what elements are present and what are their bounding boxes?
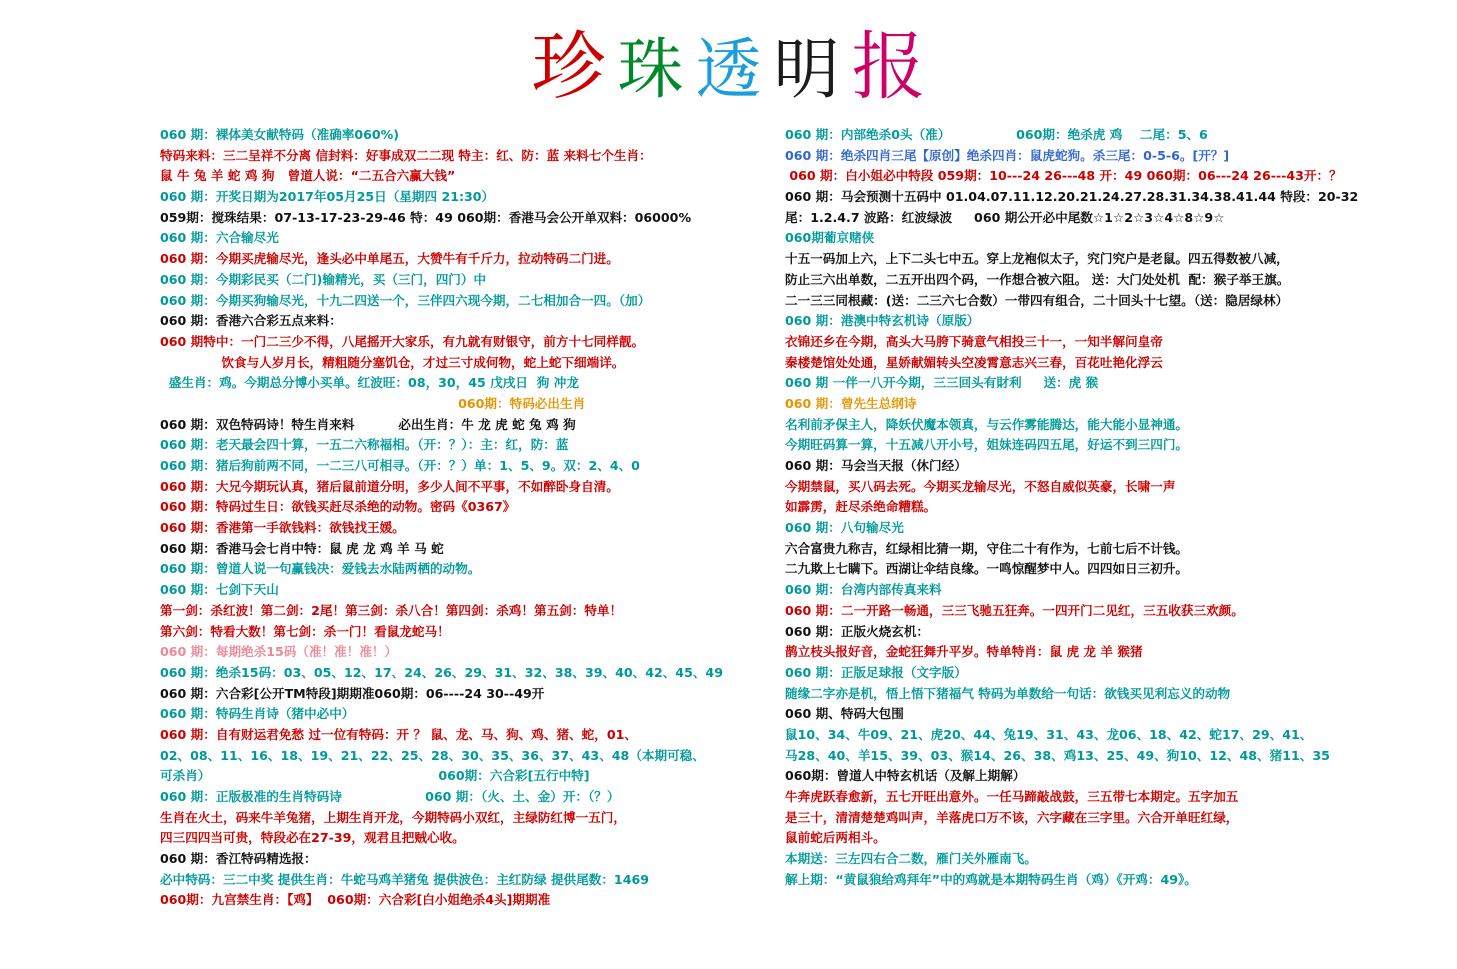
- right-text-line: 尾：1.2.4.7 波路：红波绿波 060 期公开必中尾数☆1☆2☆3☆4☆8☆9☆: [785, 209, 1225, 225]
- left-column: [160, 125, 765, 911]
- left-text-line: 饮食与人岁月长，精粗随分塞饥仓，才过三寸成何物，蛇上蛇下细端详。: [160, 354, 625, 370]
- right-text-line: 060 期：内部绝杀0头（准） 060期：绝杀虎 鸡 二尾：5、6: [785, 127, 1208, 142]
- right-text-line: 060 期：台湾内部传真来料: [785, 582, 942, 598]
- right-text-line: 060 期：二一开路一畅通，三三飞驰五狂奔。一四开门二见红，三五收获三欢颜。: [785, 602, 1244, 618]
- right-text-line: 鼠10、34、牛09、21、虎20、44、兔19、31、43、龙06、18、42、蛇17、29、41、: [785, 726, 1313, 742]
- right-text-line: 防止三六出单数，二五开出四个码，一作想合被六阻。 送：大门处处机 配：猴子举王旗。: [785, 271, 1290, 287]
- right-text-line: 060 期：曾先生总纲诗: [785, 395, 917, 411]
- right-text-line: 060 期：正版火烧玄机：: [785, 623, 930, 639]
- left-text-line: 可杀肖） 060期：六合彩[五行中特]: [160, 768, 590, 784]
- right-text-line: 060 期、特码大包围: [785, 706, 904, 722]
- right-text-line: 060 期 一伴一八开今期，三三回头有財利 送：虎 猴: [785, 375, 1099, 391]
- left-text-line: 060 期：七剑下天山: [160, 582, 279, 598]
- left-text-line: 060 期：特码生肖诗（猪中必中）: [160, 706, 355, 722]
- left-text-line: 盛生肖：鸡。今期总分博小买单。红波旺：08，30，45 戊戌日 狗 冲龙: [160, 375, 579, 391]
- left-text-line: 生肖在火土，码来牛羊兔猪，上期生肖开龙，今期特码小双红，主绿防红博一五门，: [160, 809, 626, 825]
- left-text-line: 060 期：双色特码诗！特生肖来料 必出生肖：牛 龙 虎 蛇 兔 鸡 狗: [160, 416, 576, 432]
- right-text-line: 六合富贵九称吉，红绿相比猜一期，守住二十有作为，七前七后不计钱。: [785, 540, 1188, 556]
- right-text-line: 如霹雳，赶尽杀绝命糟糕。: [785, 499, 937, 515]
- right-text-line: 鼠前蛇后两相斗。: [785, 830, 886, 846]
- page-title: [0, 22, 1457, 112]
- left-text-line: 060期：九宫禁生肖：【鸡】 060期：六合彩[白小姐绝杀4头]期期准: [160, 892, 551, 908]
- left-text-line: 特码来料：三二呈祥不分离 信封料：好事成双二二现 特主：红、防：蓝 来料七个生肖：: [160, 147, 652, 163]
- left-text-line: 060 期：今期买狗输尽光，十九二四送一个，三伴四六现今期，二七相加合一四。（加）: [160, 292, 651, 308]
- left-text-line: 060 期特中：一门二三少不得，八尾摇开大家乐，有九就有财银守，前方十七同样靓。: [160, 333, 645, 349]
- left-text-line: 060 期：每期绝杀15码（准！准！准！）: [160, 644, 398, 660]
- left-text-line: 060 期：六合输尽光: [160, 230, 279, 246]
- right-text-line: 是三十，清清楚楚鸡叫声，羊落虎口万不该，六字藏在三字里。六合开单旺红绿，: [785, 809, 1239, 825]
- left-text-line: 第一剑：杀红波！第二剑：2尾！第三剑：杀八合！第四剑：杀鸡！第五剑：特单！: [160, 602, 623, 618]
- left-text-line: 02、08、11、16、18、19、21、22、25、28、30、35、36、37、43、48（本期可稳、: [160, 747, 705, 763]
- left-text-line: 060 期：绝杀15码：03、05、12、17、24、26、29、31、32、38、39、40、42、45、49: [160, 664, 723, 680]
- title-char: 明: [773, 31, 840, 108]
- right-text-line: 本期送：三左四右合二数，雁门关外雁南飞。: [785, 851, 1037, 867]
- right-text-line: 马28、40、羊15、39、03、猴14、26、38、鸡13、25、49、狗10、12、48、猪11、35: [785, 747, 1330, 763]
- right-text-line: 060 期：白小姐必中特段 059期：10---24 26---48 开：49 060期：06---24 26---43开：？: [785, 168, 1342, 184]
- right-text-line: 060 期：马会预测十五码中 01.04.07.11.12.20.21.24.27.28.31.34.38.41.44 特段：20-32: [785, 189, 1359, 205]
- right-text-line: 鹊立枝头报好音，金蛇狂舞升平岁。特单特肖：鼠 虎 龙 羊 猴猪: [785, 644, 1143, 660]
- left-text-line: 060 期：今期买虎输尽光，逢头必中单尾五，大赞牛有千斤力，拉动特码二门进。: [160, 251, 619, 267]
- right-text-line: 今期旺码算一算，十五减八开小号，姐妹连码四五尾，好运不到三四门。: [785, 437, 1188, 453]
- left-text-line: 060 期：猪后狗前两不同，一二三八可相寻。（开：？）单：1、5、9。双：2、4、0: [160, 458, 640, 473]
- right-text-line: 060期葡京赌侠: [785, 230, 875, 246]
- left-text-line: 060 期：香港六合彩五点来料：: [160, 313, 342, 329]
- title-char: 报: [851, 24, 926, 110]
- right-text-line: 二九欺上七瞒下。西湖让伞结良缘。一鸣惊醒梦中人。四四如日三初升。: [785, 561, 1188, 577]
- right-text-line: 060 期：八句输尽光: [785, 520, 904, 536]
- left-text-line: 060 期：开奖日期为2017年05月25日（星期四 21:30）: [160, 189, 495, 205]
- left-text-line: 060 期：老天最会四十算，一五二六称福相。（开：？）：主：红，防：蓝: [160, 437, 569, 453]
- right-text-line: 060 期：正版足球报（文字版）: [785, 664, 967, 680]
- title-char: 珍: [531, 24, 606, 110]
- right-column: [785, 125, 1445, 890]
- right-text-line: 060 期：港澳中特玄机诗（原版）: [785, 313, 980, 329]
- left-text-line: 060 期：自有财运君免愁 过一位有特码：开 ？ 鼠、龙、马、狗、鸡、猪、蛇，01、: [160, 726, 637, 742]
- left-text-line: 060 期：大兄今期玩认真，猪后鼠前道分明，多少人间不平事，不如醉卧身自清。: [160, 478, 619, 494]
- left-text-line: 060期：特码必出生肖: [160, 395, 586, 411]
- left-text-line: 060 期：香港第一手欲钱料：欲钱找王媛。: [160, 520, 405, 536]
- right-text-line: 名利前矛保主人，降妖伏魔本领真，与云作雾能腾达，能大能小显神通。: [785, 416, 1188, 432]
- title-char: 珠: [617, 31, 684, 108]
- left-text-line: 060 期：香江特码精选报：: [160, 851, 317, 867]
- right-text-line: 十五一码加上六，上下二头七中五。穿上龙袍似太子，究门究户是老鼠。四五得数被八减，: [785, 251, 1289, 267]
- title-char: 透: [695, 31, 762, 108]
- left-text-line: 060 期：特码过生日：欲钱买赶尽杀绝的动物。密码《0367》: [160, 499, 516, 515]
- left-text-line: 鼠 牛 兔 羊 蛇 鸡 狗 曾道人说：“二五合六赢大钱”: [160, 168, 456, 184]
- left-text-line: 059期：搅珠结果：07-13-17-23-29-46 特：49 060期：香港马会公开单双料：06000%: [160, 209, 692, 225]
- left-text-line: 必中特码：三二中奖 提供生肖：牛蛇马鸡羊猪兔 提供波色：主红防绿 提供尾数：1469: [160, 871, 649, 887]
- right-text-line: 060期：曾道人中特玄机话（及解上期解）: [785, 768, 1026, 784]
- right-text-line: 衣锦还乡在今期，高头大马胯下骑意气相投三十一，一知半解问皇帝: [785, 333, 1163, 349]
- right-text-line: 060 期：绝杀四肖三尾【原创】绝杀四肖：鼠虎蛇狗。杀三尾：0-5-6。[开？]: [785, 147, 1230, 163]
- left-text-line: 060 期：正版极准的生肖特码诗 060 期：（火、土、金）开：（？）: [160, 789, 620, 804]
- left-text-line: 060 期：今期彩民买（二门)输精光，买（三门，四门）中: [160, 271, 487, 287]
- left-text-line: 060 期：香港马会七肖中特：鼠 虎 龙 鸡 羊 马 蛇: [160, 540, 444, 556]
- left-text-line: 060 期：曾道人说一句赢钱决：爱钱去水陆两栖的动物。: [160, 561, 481, 577]
- right-text-line: 牛奔虎跃春愈新，五七开旺出意外。一任马蹄敲战鼓，三五带七本期定。五字加五: [785, 789, 1239, 804]
- right-text-line: 解上期：“黄鼠狼给鸡拜年”中的鸡就是本期特码生肖（鸡）《开鸡：49》。: [785, 871, 1197, 887]
- right-text-line: 今期禁鼠，买八码去死。今期买龙输尽光，不怒自威似英豪，长啸一声: [785, 478, 1176, 494]
- left-text-line: 060 期：裸体美女献特码（准确率060%): [160, 127, 400, 142]
- right-text-line: 二一三三同根藏：(送：二三六七合数）一带四有组合，二十回头十七望。（送：隐居绿林）: [785, 292, 1289, 308]
- left-text-line: 060 期：六合彩[公开TM特段]期期准060期：06----24 30--49开: [160, 685, 545, 701]
- right-text-line: 随缘二字亦是机，悟上悟下猪福气 特码为单数给一句话：欲钱买见利忘义的动物: [785, 685, 1231, 701]
- left-text-line: 四三四四当可贵，特段必在27-39，观君且把贼心收。: [160, 830, 465, 846]
- right-text-line: 秦楼楚馆处处通，星娇献媚转头空凌霄意志兴三春，百花吐艳化浮云: [785, 354, 1163, 370]
- left-text-line: 第六剑：特看大数！第七剑：杀一门！看鼠龙蛇马！: [160, 623, 450, 639]
- right-text-line: 060 期：马会当天报（休门经）: [785, 458, 967, 473]
